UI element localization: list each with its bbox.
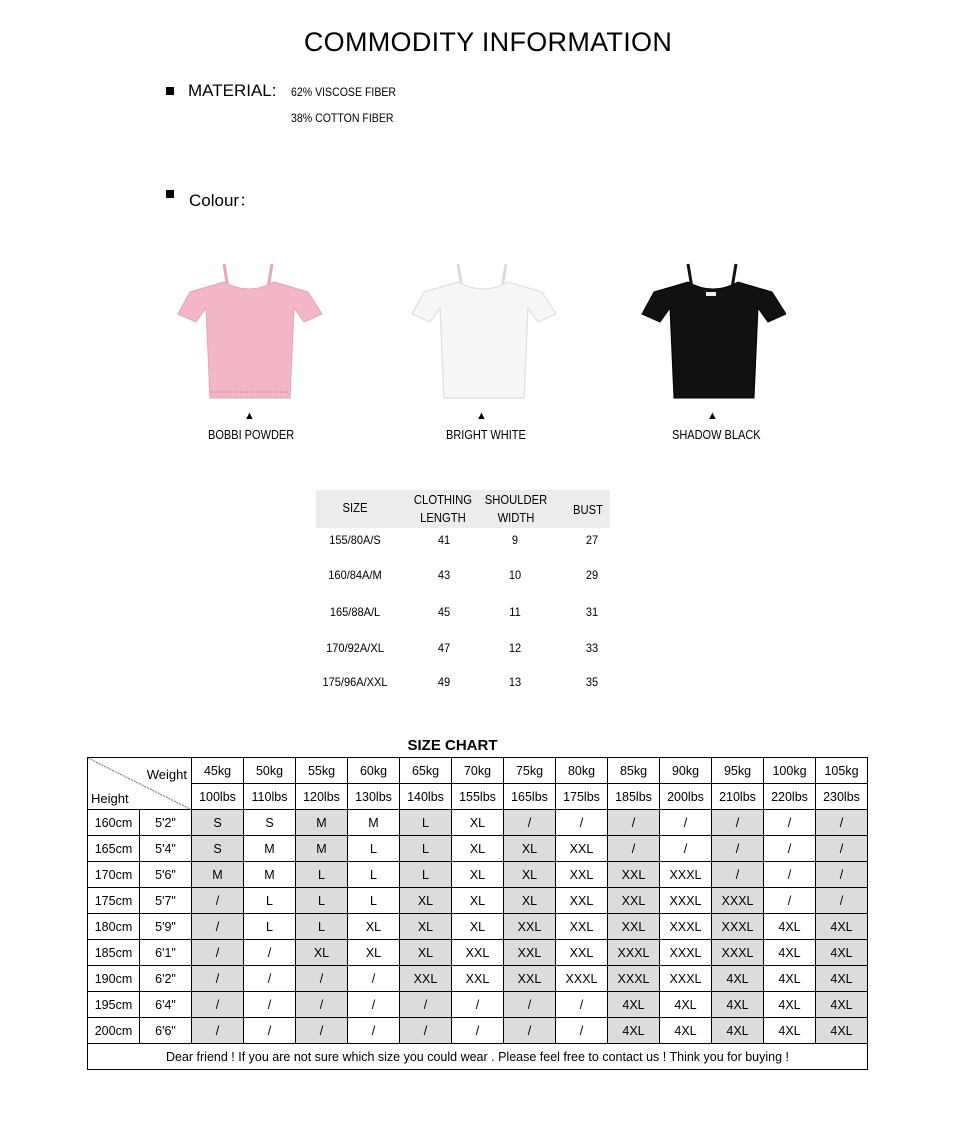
size-cell: L <box>400 862 452 888</box>
height-ft-cell: 6'4" <box>140 992 192 1018</box>
size-cell: / <box>244 966 296 992</box>
weight-lbs-header: 185lbs <box>608 784 660 810</box>
weight-kg-header: 55kg <box>296 758 348 784</box>
height-cm-cell: 170cm <box>88 862 140 888</box>
size-cell: 4XL <box>764 940 816 966</box>
size-cell: / <box>608 836 660 862</box>
size-cell: / <box>504 992 556 1018</box>
height-cm-cell: 165cm <box>88 836 140 862</box>
size-table-value-cell: 10 <box>508 568 522 582</box>
size-table-size-cell: 160/84A/M <box>328 568 382 582</box>
size-cell: M <box>244 862 296 888</box>
size-cell: XXXL <box>608 966 660 992</box>
height-label: Height <box>91 791 129 806</box>
size-cell: 4XL <box>764 966 816 992</box>
length-header-line-1: CLOTHING <box>413 493 473 507</box>
size-cell: / <box>348 966 400 992</box>
colour-name-black: SHADOW BLACK <box>672 428 761 442</box>
size-table-value-cell: 11 <box>509 605 521 619</box>
size-cell: L <box>400 836 452 862</box>
height-cm-cell: 180cm <box>88 914 140 940</box>
colour-label: Colour： <box>189 191 257 210</box>
size-cell: / <box>296 966 348 992</box>
weight-kg-header: 90kg <box>660 758 712 784</box>
size-cell: XXL <box>556 940 608 966</box>
size-cell: 4XL <box>816 940 868 966</box>
size-chart-row <box>88 836 868 862</box>
size-cell: / <box>660 810 712 836</box>
size-cell: XXL <box>556 888 608 914</box>
pink-arrow-icon: ▲ <box>244 410 255 422</box>
size-cell: 4XL <box>816 1018 868 1044</box>
pink-tee-image <box>176 262 322 402</box>
shoulder-header-line-1: SHOULDER <box>484 493 548 507</box>
size-cell: L <box>296 862 348 888</box>
weight-lbs-header: 210lbs <box>712 784 764 810</box>
size-cell: 4XL <box>764 1018 816 1044</box>
weight-lbs-header: 165lbs <box>504 784 556 810</box>
shoulder-header-line-2: WIDTH <box>497 511 535 525</box>
size-cell: XXL <box>504 940 556 966</box>
weight-lbs-header: 220lbs <box>764 784 816 810</box>
size-cell: / <box>400 1018 452 1044</box>
weight-kg-header: 80kg <box>556 758 608 784</box>
size-cell: / <box>400 992 452 1018</box>
weight-lbs-header: 200lbs <box>660 784 712 810</box>
height-ft-cell: 5'4" <box>140 836 192 862</box>
size-cell: 4XL <box>764 992 816 1018</box>
size-cell: XL <box>452 914 504 940</box>
size-cell: L <box>244 888 296 914</box>
material-bullet <box>166 87 174 95</box>
size-cell: XXXL <box>660 862 712 888</box>
size-cell: S <box>192 810 244 836</box>
size-cell: XL <box>504 888 556 914</box>
size-cell: XXL <box>608 862 660 888</box>
size-cell: / <box>244 940 296 966</box>
size-cell: / <box>816 810 868 836</box>
black-arrow-icon: ▲ <box>707 410 718 422</box>
size-cell: / <box>816 862 868 888</box>
size-cell: / <box>348 992 400 1018</box>
height-cm-cell: 200cm <box>88 1018 140 1044</box>
size-table-value-cell: 41 <box>437 533 451 547</box>
size-cell: XXL <box>504 914 556 940</box>
size-cell: L <box>296 914 348 940</box>
weight-kg-header: 45kg <box>192 758 244 784</box>
size-cell: 4XL <box>816 992 868 1018</box>
size-table-size-cell: 155/80A/S <box>329 533 381 547</box>
height-ft-cell: 5'6" <box>140 862 192 888</box>
size-cell: 4XL <box>712 992 764 1018</box>
size-cell: / <box>192 966 244 992</box>
size-cell: / <box>192 1018 244 1044</box>
size-cell: XL <box>400 888 452 914</box>
size-table-value-cell: 31 <box>585 605 599 619</box>
size-cell: / <box>712 810 764 836</box>
weight-lbs-header: 120lbs <box>296 784 348 810</box>
weight-kg-header: 105kg <box>816 758 868 784</box>
size-chart-row <box>88 966 868 992</box>
material-label: MATERIAL: <box>188 81 277 100</box>
size-cell: L <box>400 810 452 836</box>
size-cell: / <box>764 862 816 888</box>
size-cell: / <box>764 836 816 862</box>
size-table-value-cell: 27 <box>585 533 599 547</box>
weight-lbs-header: 110lbs <box>244 784 296 810</box>
size-chart-row <box>88 862 868 888</box>
height-ft-cell: 6'1" <box>140 940 192 966</box>
size-cell: L <box>348 836 400 862</box>
size-cell: XL <box>348 940 400 966</box>
size-cell: / <box>244 992 296 1018</box>
size-cell: S <box>192 836 244 862</box>
size-cell: / <box>452 1018 504 1044</box>
size-cell: XXL <box>504 966 556 992</box>
size-cell: / <box>556 810 608 836</box>
weight-kg-header: 65kg <box>400 758 452 784</box>
size-table-value-cell: 13 <box>508 675 522 689</box>
size-cell: XXXL <box>556 966 608 992</box>
weight-kg-header: 95kg <box>712 758 764 784</box>
size-cell: / <box>816 836 868 862</box>
weight-kg-header: 100kg <box>764 758 816 784</box>
size-table-size-cell: 170/92A/XL <box>326 641 384 655</box>
material-line-1: 62% VISCOSE FIBER <box>291 85 397 99</box>
size-cell: / <box>348 1018 400 1044</box>
size-cell: / <box>192 914 244 940</box>
black-tee-image <box>640 262 786 402</box>
weight-kg-header: 85kg <box>608 758 660 784</box>
size-cell: XL <box>452 836 504 862</box>
size-cell: / <box>192 940 244 966</box>
size-cell: / <box>712 836 764 862</box>
size-table-value-cell: 9 <box>511 533 519 547</box>
size-chart-footer-note: Dear friend ! If you are not sure which size you could wear . Please feel free to contact us ! Think you for buying ! <box>88 1044 868 1070</box>
size-cell: / <box>504 1018 556 1044</box>
size-cell: XL <box>452 862 504 888</box>
size-cell: 4XL <box>660 1018 712 1044</box>
height-ft-cell: 5'2" <box>140 810 192 836</box>
size-cell: / <box>764 810 816 836</box>
size-cell: 4XL <box>712 966 764 992</box>
size-cell: M <box>348 810 400 836</box>
size-cell: XXXL <box>712 940 764 966</box>
size-table-value-cell: 29 <box>585 568 599 582</box>
size-cell: 4XL <box>816 966 868 992</box>
weight-lbs-header: 155lbs <box>452 784 504 810</box>
size-cell: XL <box>348 914 400 940</box>
size-cell: XL <box>296 940 348 966</box>
size-cell: S <box>244 810 296 836</box>
size-cell: XXXL <box>660 914 712 940</box>
length-header-line-2: LENGTH <box>420 511 466 525</box>
weight-lbs-header: 100lbs <box>192 784 244 810</box>
size-chart-title: SIZE CHART <box>407 737 498 754</box>
size-cell: XXL <box>608 914 660 940</box>
size-chart-row <box>88 992 868 1018</box>
size-cell: XXXL <box>712 914 764 940</box>
size-cell: / <box>296 992 348 1018</box>
size-cell: 4XL <box>712 1018 764 1044</box>
size-cell: XL <box>452 810 504 836</box>
weight-lbs-header: 175lbs <box>556 784 608 810</box>
size-cell: XXL <box>400 966 452 992</box>
size-table-size-cell: 175/96A/XXL <box>322 675 388 689</box>
weight-kg-header: 70kg <box>452 758 504 784</box>
size-cell: M <box>296 836 348 862</box>
size-cell: / <box>192 992 244 1018</box>
size-cell: L <box>296 888 348 914</box>
size-cell: XL <box>504 836 556 862</box>
size-cell: / <box>452 992 504 1018</box>
colour-bullet <box>166 190 174 198</box>
size-table-value-cell: 12 <box>508 641 522 655</box>
size-cell: / <box>608 810 660 836</box>
height-cm-cell: 160cm <box>88 810 140 836</box>
size-cell: XXL <box>452 940 504 966</box>
size-cell: XXL <box>556 836 608 862</box>
weight-kg-header: 75kg <box>504 758 556 784</box>
weight-lbs-header: 130lbs <box>348 784 400 810</box>
size-table-value-cell: 49 <box>437 675 451 689</box>
size-table-value-cell: 33 <box>585 641 599 655</box>
size-cell: / <box>712 862 764 888</box>
height-cm-cell: 190cm <box>88 966 140 992</box>
size-chart-table <box>87 757 868 1070</box>
size-cell: / <box>660 836 712 862</box>
size-cell: XXL <box>452 966 504 992</box>
size-cell: 4XL <box>764 914 816 940</box>
size-cell: XXXL <box>712 888 764 914</box>
size-cell: / <box>192 888 244 914</box>
weight-lbs-header: 230lbs <box>816 784 868 810</box>
height-cm-cell: 195cm <box>88 992 140 1018</box>
page-title: COMMODITY INFORMATION <box>303 27 673 57</box>
size-chart-row <box>88 810 868 836</box>
white-tee-image <box>410 262 556 402</box>
weight-lbs-header: 140lbs <box>400 784 452 810</box>
size-cell: XL <box>400 940 452 966</box>
weight-kg-header: 60kg <box>348 758 400 784</box>
size-cell: / <box>296 1018 348 1044</box>
size-chart-row <box>88 940 868 966</box>
size-cell: L <box>244 914 296 940</box>
size-cell: M <box>192 862 244 888</box>
size-cell: XXXL <box>660 966 712 992</box>
white-arrow-icon: ▲ <box>476 410 487 422</box>
size-cell: 4XL <box>816 914 868 940</box>
size-cell: / <box>556 1018 608 1044</box>
size-table-value-cell: 35 <box>585 675 599 689</box>
material-line-2: 38% COTTON FIBER <box>291 111 394 125</box>
height-ft-cell: 5'9" <box>140 914 192 940</box>
size-header: SIZE <box>342 501 368 515</box>
size-chart-row <box>88 888 868 914</box>
size-cell: / <box>504 810 556 836</box>
size-cell: / <box>816 888 868 914</box>
height-cm-cell: 185cm <box>88 940 140 966</box>
size-cell: 4XL <box>608 992 660 1018</box>
height-ft-cell: 5'7" <box>140 888 192 914</box>
size-cell: / <box>244 1018 296 1044</box>
height-ft-cell: 6'6" <box>140 1018 192 1044</box>
colour-name-white: BRIGHT WHITE <box>446 428 526 442</box>
size-chart-row <box>88 914 868 940</box>
size-cell: XL <box>504 862 556 888</box>
size-cell: XXXL <box>660 940 712 966</box>
size-cell: L <box>348 862 400 888</box>
height-ft-cell: 6'2" <box>140 966 192 992</box>
size-cell: XXL <box>608 888 660 914</box>
weight-label: Weight <box>146 767 187 782</box>
size-cell: M <box>296 810 348 836</box>
bust-header: BUST <box>572 503 604 517</box>
size-table-value-cell: 47 <box>437 641 451 655</box>
size-cell: 4XL <box>608 1018 660 1044</box>
size-table-value-cell: 43 <box>437 568 451 582</box>
size-cell: 4XL <box>660 992 712 1018</box>
size-cell: XL <box>452 888 504 914</box>
size-cell: / <box>764 888 816 914</box>
height-cm-cell: 175cm <box>88 888 140 914</box>
size-cell: L <box>348 888 400 914</box>
colour-name-pink: BOBBI POWDER <box>208 428 295 442</box>
weight-kg-header: 50kg <box>244 758 296 784</box>
size-cell: XXXL <box>608 940 660 966</box>
size-cell: XL <box>400 914 452 940</box>
size-table-size-cell: 165/88A/L <box>329 605 381 619</box>
size-cell: M <box>244 836 296 862</box>
size-cell: XXXL <box>660 888 712 914</box>
size-cell: XXL <box>556 862 608 888</box>
size-table-value-cell: 45 <box>437 605 451 619</box>
weight-height-corner <box>88 758 192 810</box>
size-chart-row <box>88 1018 868 1044</box>
size-cell: / <box>556 992 608 1018</box>
size-cell: XXL <box>556 914 608 940</box>
